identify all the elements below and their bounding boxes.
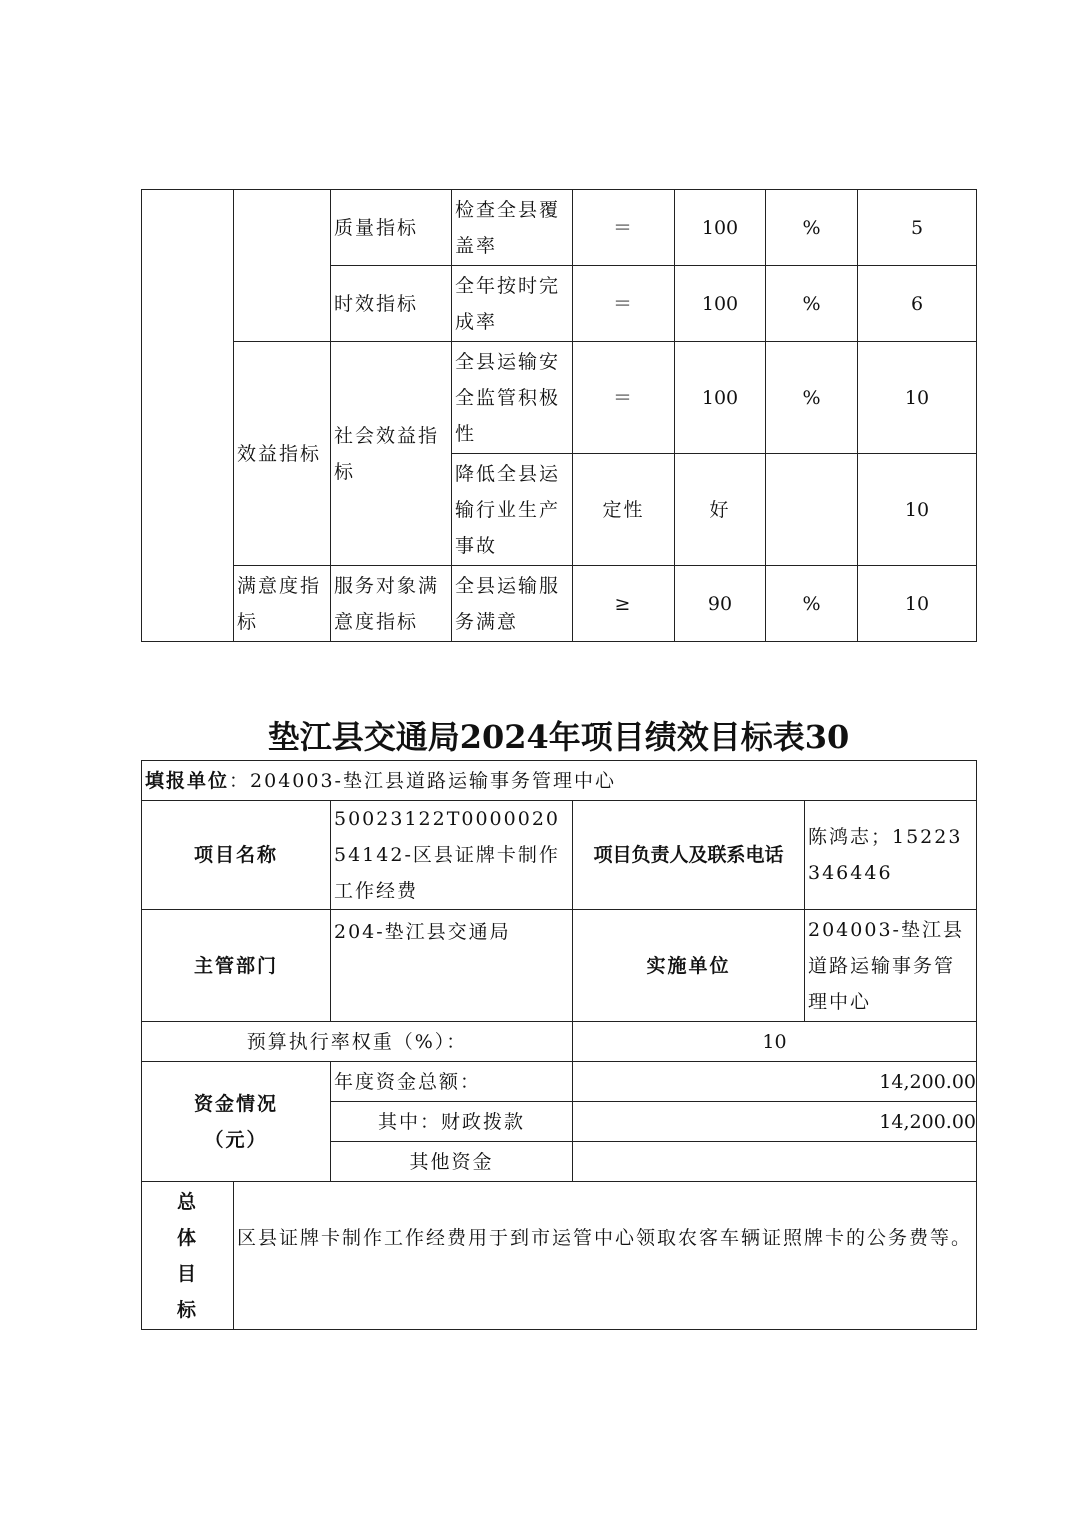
group-benefit-indicator: 效益指标 <box>234 342 331 566</box>
page-title: 垫江县交通局2024年项目绩效目标表30 <box>267 718 850 756</box>
table-row <box>142 190 977 266</box>
third-level-indicator: 质量指标 <box>331 190 452 266</box>
indicator-unit: % <box>766 266 858 342</box>
reporting-unit-value: ：204003-垫江县道路运输事务管理中心 <box>229 769 616 792</box>
table-row <box>142 761 977 801</box>
reporting-unit <box>142 761 977 801</box>
indicator-name: 检查全县覆盖率 <box>452 190 573 266</box>
table-row <box>142 910 977 1022</box>
indicator-name: 全县运输服务满意 <box>452 566 573 642</box>
fund-fiscal-value: 14,200.00 <box>573 1102 977 1142</box>
indicator-unit: % <box>766 342 858 454</box>
fund-other-label: 其他资金 <box>331 1142 573 1182</box>
performance-target-table <box>141 760 977 1330</box>
indicator-operator: ＝ <box>573 190 675 266</box>
second-level-cell <box>234 190 331 342</box>
indicator-operator: ＝ <box>573 266 675 342</box>
first-level-cell <box>142 190 234 642</box>
indicator-score: 5 <box>858 190 977 266</box>
impl-value: 204003-垫江县道路运输事务管理中心 <box>805 910 977 1022</box>
third-level-indicator: 社会效益指标 <box>331 342 452 566</box>
indicator-value: 90 <box>675 566 766 642</box>
table-row <box>142 566 977 642</box>
third-level-indicator: 服务对象满意度指标 <box>331 566 452 642</box>
table-row <box>142 1182 977 1330</box>
indicator-name: 全年按时完成率 <box>452 266 573 342</box>
indicator-score: 6 <box>858 266 977 342</box>
leader-value: 陈鸿志；15223346446 <box>805 801 977 910</box>
indicator-table-continued <box>141 189 977 642</box>
dept-label: 主管部门 <box>142 910 331 1022</box>
reporting-unit-label: 填报单位 <box>145 769 230 792</box>
fund-annual-value: 14,200.00 <box>573 1062 977 1102</box>
budget-weight-label: 预算执行率权重（%）： <box>142 1022 573 1062</box>
fund-fiscal-label: 其中：财政拨款 <box>331 1102 573 1142</box>
indicator-value: 好 <box>675 454 766 566</box>
project-name-value: 50023122T000002054142-区县证牌卡制作工作经费 <box>331 801 573 910</box>
dept-value: 204-垫江县交通局 <box>331 910 573 1022</box>
table-row <box>142 342 977 454</box>
indicator-unit: % <box>766 566 858 642</box>
fund-label: 资金情况（元） <box>142 1062 331 1182</box>
indicator-unit: % <box>766 190 858 266</box>
third-level-indicator: 时效指标 <box>331 266 452 342</box>
table-row <box>142 1062 977 1102</box>
project-name-label: 项目名称 <box>142 801 331 910</box>
leader-label: 项目负责人及联系电话 <box>573 801 805 910</box>
fund-other-value <box>573 1142 977 1182</box>
indicator-operator: ＝ <box>573 342 675 454</box>
indicator-name: 降低全县运输行业生产事故 <box>452 454 573 566</box>
indicator-value: 100 <box>675 342 766 454</box>
indicator-value: 100 <box>675 266 766 342</box>
impl-label: 实施单位 <box>573 910 805 1022</box>
overall-goal-value: 区县证牌卡制作工作经费用于到市运管中心领取农客车辆证照牌卡的公务费等。 <box>234 1182 977 1330</box>
indicator-operator: ≥ <box>573 566 675 642</box>
table-row <box>142 1022 977 1062</box>
indicator-value: 100 <box>675 190 766 266</box>
indicator-operator: 定性 <box>573 454 675 566</box>
indicator-name: 全县运输安全监管积极性 <box>452 342 573 454</box>
indicator-unit <box>766 454 858 566</box>
budget-weight-value: 10 <box>573 1022 977 1062</box>
indicator-score: 10 <box>858 342 977 454</box>
fund-annual-label: 年度资金总额： <box>331 1062 573 1102</box>
indicator-score: 10 <box>858 454 977 566</box>
indicator-score: 10 <box>858 566 977 642</box>
overall-goal-label: 总体目标 <box>142 1182 234 1330</box>
group-satisfaction-indicator: 满意度指标 <box>234 566 331 642</box>
table-row <box>142 801 977 910</box>
